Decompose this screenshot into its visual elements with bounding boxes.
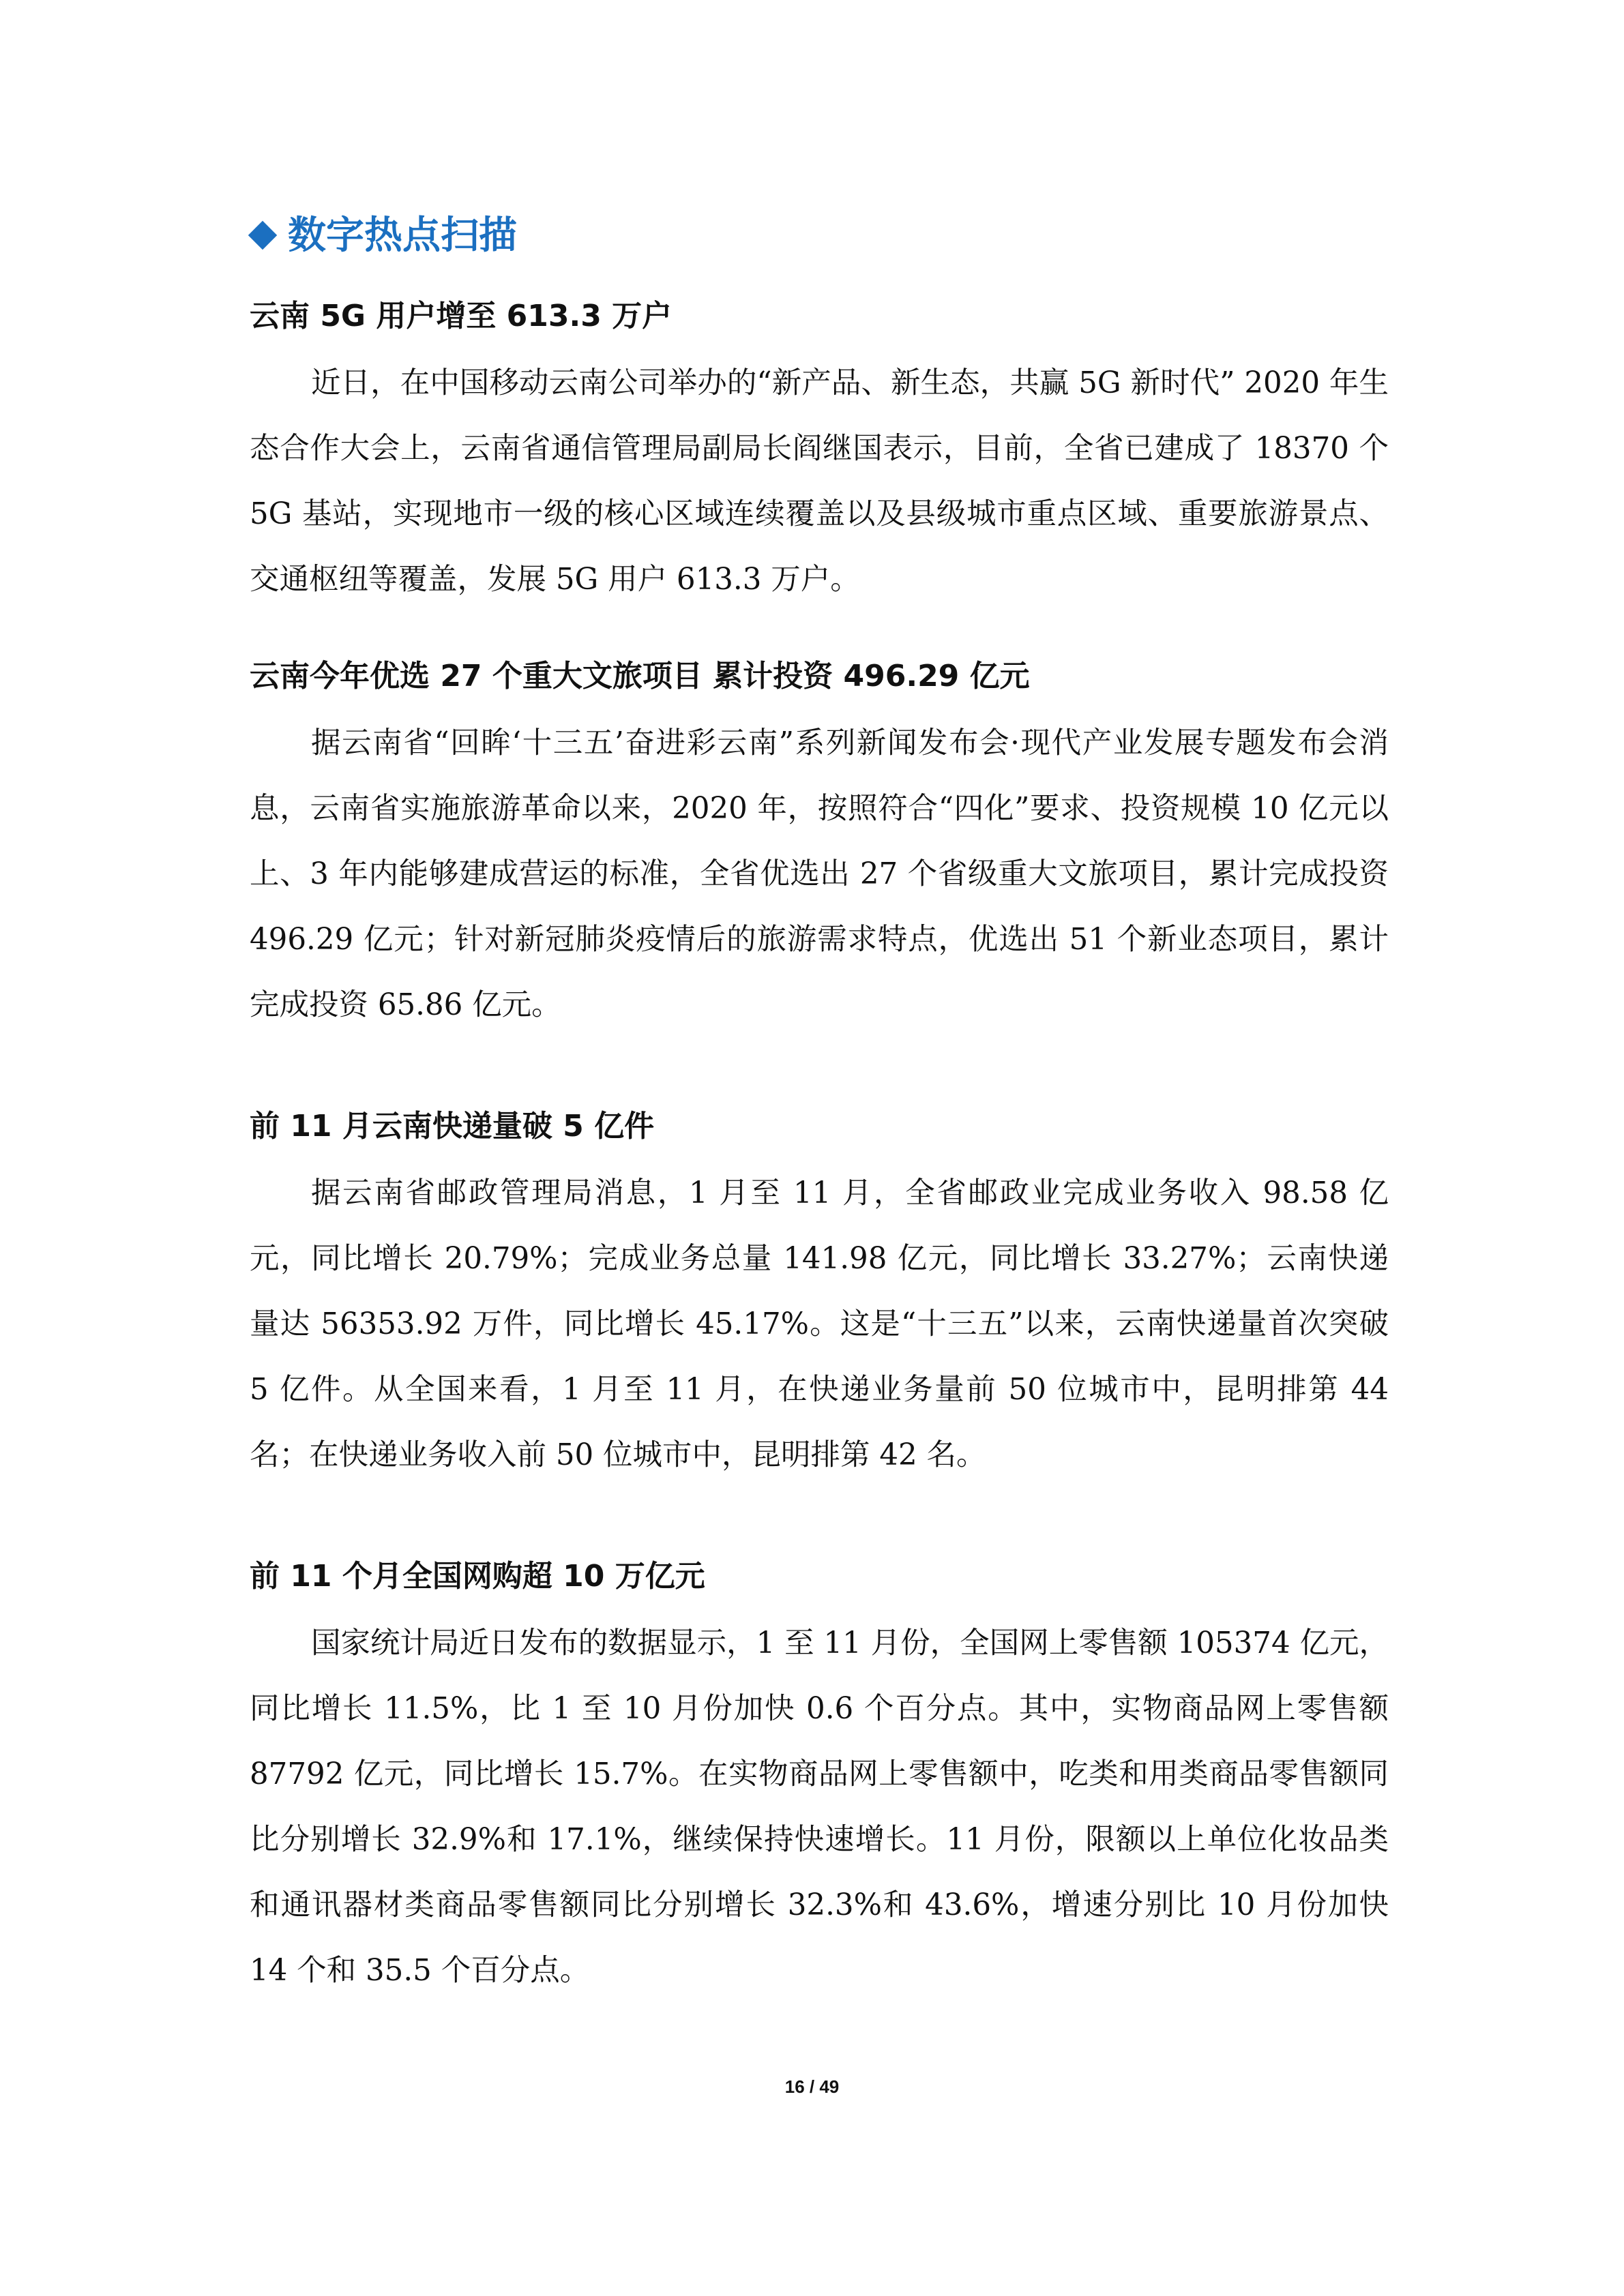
page-number: 16 / 49 xyxy=(784,2076,840,2097)
diamond-bullet-icon xyxy=(248,221,277,250)
news-body: 据云南省“回眸‘十三五’奋进彩云南”系列新闻发布会·现代产业发展专题发布会消息，云南省实施旅游革命以来，2020 年，按照符合“四化”要求、投资规模 10 亿元以上、3 年内能够建成营运的标准，全省优选出 27 个省级重大文旅项目，累计完成投资 496.29 亿元；针对新冠肺炎疫情后的旅游需求特点，优选出 51 个新业态项目，累计完成投资 65.86 亿元。 xyxy=(250,726,1389,1022)
news-body: 国家统计局近日发布的数据显示，1 至 11 月份，全国网上零售额 105374 亿元，同比增长 11.5%，比 1 至 10 月份加快 0.6 个百分点。其中，实物商品网上零售额 87792 亿元，同比增长 15.7%。在实物商品网上零售额中，吃类和用类商品零售额同比分别增长 32.9%和 17.1%，继续保持快速增长。11 月份，限额以上单位化妆品类和通讯器材类商品零售额同比分别增长 32.3%和 43.6%，增速分别比 10 月份加快 14 个和 35.5 个百分点。 xyxy=(250,1626,1389,1988)
news-body: 近日，在中国移动云南公司举办的“新产品、新生态，共赢 5G 新时代” 2020 年生态合作大会上，云南省通信管理局副局长阎继国表示，目前，全省已建成了 18370 个 5G 基站，实现地市一级的核心区域连续覆盖以及县级城市重点区域、重要旅游景点、交通枢纽等覆盖，发展 5G 用户 613.3 万户。 xyxy=(250,366,1389,597)
section-heading xyxy=(246,209,517,263)
news-title: 云南今年优选 27 个重大文旅项目 累计投资 496.29 亿元 xyxy=(250,659,1030,694)
news-item xyxy=(250,295,1389,612)
news-title: 前 11 月云南快递量破 5 亿件 xyxy=(250,1109,655,1144)
section-heading-text: 数字热点扫描 xyxy=(288,213,517,258)
news-body: 据云南省邮政管理局消息，1 月至 11 月，全省邮政业完成业务收入 98.58 亿元，同比增长 20.79%；完成业务总量 141.98 亿元，同比增长 33.27%；云南快递量达 56353.92 万件，同比增长 45.17%。这是“十三五”以来，云南快递量首次突破 5 亿件。从全国来看，1 月至 11 月，在快递业务量前 50 位城市中，昆明排第 44 名；在快递业务收入前 50 位城市中，昆明排第 42 名。 xyxy=(250,1176,1389,1472)
news-title: 前 11 个月全国网购超 10 万亿元 xyxy=(250,1559,705,1594)
news-item xyxy=(250,1105,1389,1488)
news-title: 云南 5G 用户增至 613.3 万户 xyxy=(250,299,673,333)
news-item xyxy=(250,655,1389,1038)
news-item xyxy=(250,1555,1389,2003)
